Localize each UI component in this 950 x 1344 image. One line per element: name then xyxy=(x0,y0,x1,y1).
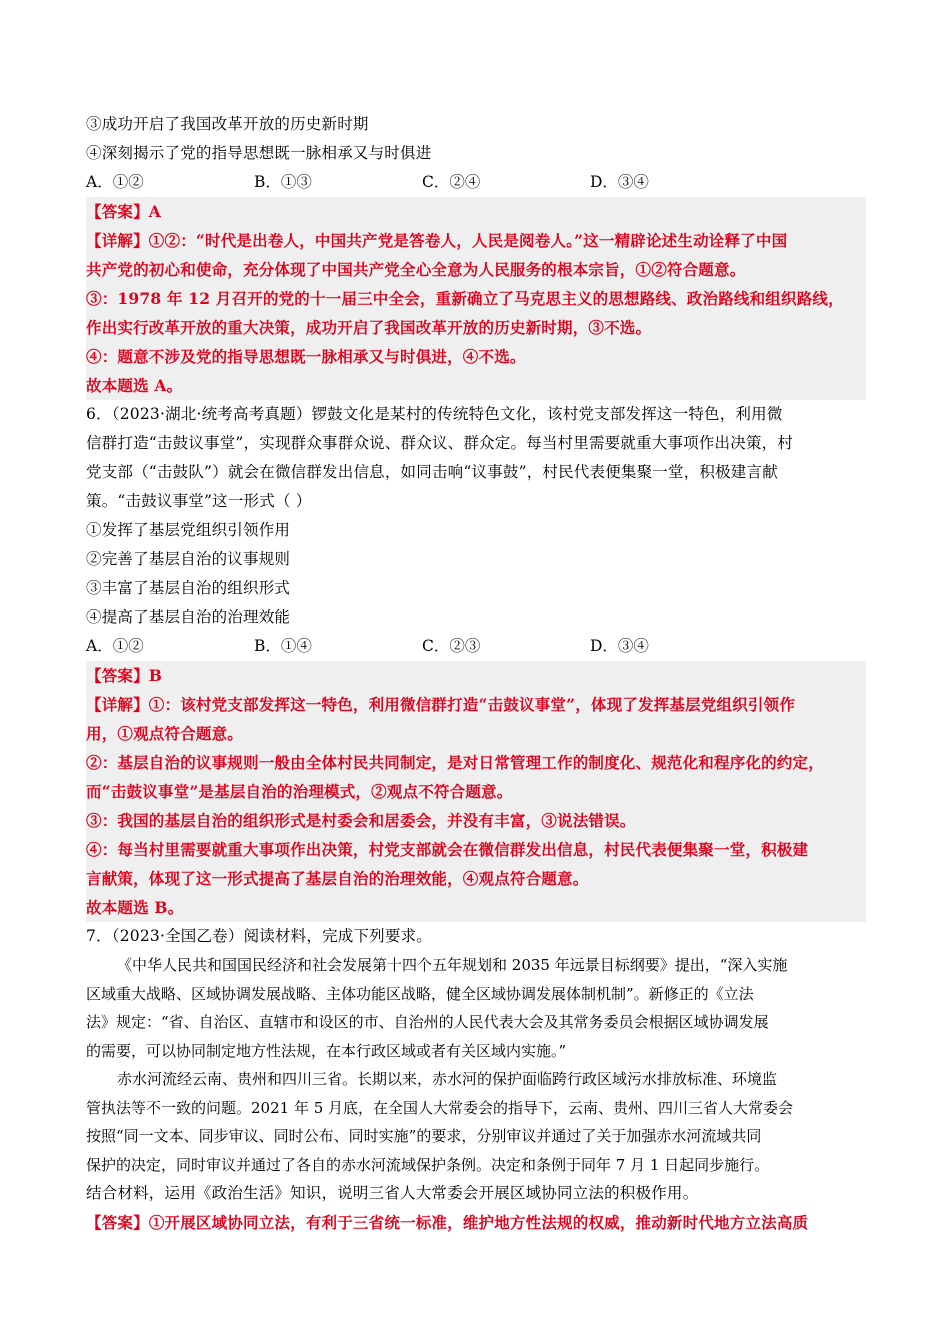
q6-choice-c: C．②③ xyxy=(422,637,481,655)
q5-choice-a: A．①② xyxy=(86,173,144,191)
q6-stem-line: 策。“击鼓议事堂”这一形式（ ） xyxy=(86,492,312,510)
q7-answer xyxy=(86,1208,866,1238)
q6-option: ④提高了基层自治的治理效能 xyxy=(86,608,291,626)
q7-material-line: 法》规定：“省、自治区、直辖市和设区的市、自治州的人民代表大会及其常务委员会根据区域协调发展 xyxy=(86,1013,769,1031)
q6-choice-a: A．①② xyxy=(86,637,144,655)
q6-stem-line: 信群打造“击鼓议事堂”，实现群众事群众说、群众议、群众定。每当村里需要就重大事项作出决策，村 xyxy=(86,434,794,452)
q6-detail-line: ③：我国的基层自治的组织形式是村委会和居委会，并没有丰富，③说法错误。 xyxy=(86,811,636,830)
q6-detail-line: ④：每当村里需要就重大事项作出决策，村党支部就会在微信群发出信息，村民代表便集聚一堂，积极建 xyxy=(86,840,809,859)
q6-answer-block xyxy=(86,661,866,922)
q5-choice-d: D．③④ xyxy=(590,173,649,191)
q6-option: ②完善了基层自治的议事规则 xyxy=(86,550,291,568)
q6-option: ③丰富了基层自治的组织形式 xyxy=(86,579,291,597)
q5-detail-line: ③：1978 年 12 月召开的党的十一届三中全会，重新确立了马克思主义的思想路线、政治路线和组织路线， xyxy=(86,289,844,308)
q6-detail-line: 【详解】①：该村党支部发挥这一特色，利用微信群打造“击鼓议事堂”，体现了发挥基层党组织引领作 xyxy=(86,695,796,714)
q6-stem-line: 6．（2023·湖北·统考高考真题）锣鼓文化是某村的传统特色文化，该村党支部发挥这一特色，利用微 xyxy=(86,405,783,423)
q7-material-line: 管执法等不一致的问题。2021 年 5 月底，在全国人大常委会的指导下，云南、贵州、四川三省人大常委会 xyxy=(86,1098,794,1117)
q6-detail-line: 而“击鼓议事堂”是基层自治的治理模式，②观点不符合题意。 xyxy=(86,782,513,801)
q7-material-line: 《中华人民共和国国民经济和社会发展第十四个五年规划和 2035 年远景目标纲要》提出，“深入实施 xyxy=(117,956,788,974)
q6-choices xyxy=(86,632,866,661)
document-content xyxy=(86,110,866,1238)
q6-stem-line: 党支部（“击鼓队”）就会在微信群发出信息，如同击响“议事鼓”，村民代表便集聚一堂，积极建言献 xyxy=(86,463,778,481)
q6-detail-line: 言献策，体现了这一形式提高了基层自治的治理效能，④观点符合题意。 xyxy=(86,869,589,888)
q5-option-3: ③成功开启了我国改革开放的历史新时期 xyxy=(86,115,369,133)
q6-detail-line: 用，①观点符合题意。 xyxy=(86,724,244,743)
q7-material-line: 按照“同一文本、同步审议、同时公布、同时实施”的要求，分别审议并通过了关于加强赤水河流域共同 xyxy=(86,1127,762,1145)
q5-detail-line: 故本题选 A。 xyxy=(86,376,183,395)
q5-choices xyxy=(86,168,866,197)
q5-answer: 【答案】A xyxy=(86,202,162,221)
q5-detail-line: ④：题意不涉及党的指导思想既一脉相承又与时俱进，④不选。 xyxy=(86,347,526,366)
q7-answer-tag: 【答案】 xyxy=(86,1213,149,1232)
q7-question: 结合材料，运用《政治生活》知识，说明三省人大常委会开展区域协同立法的积极作用。 xyxy=(86,1184,699,1202)
q6-detail-line: ②：基层自治的议事规则一般由全体村民共同制定，是对日常管理工作的制度化、规范化和程序化的约定， xyxy=(86,753,824,772)
q7-material-line: 保护的决定，同时审议并通过了各自的赤水河流域保护条例。决定和条例于同年 7 月 1 日起同步施行。 xyxy=(86,1155,770,1174)
q7-title: 7．（2023·全国乙卷）阅读材料，完成下列要求。 xyxy=(86,927,432,945)
q5-choice-b: B．①③ xyxy=(254,173,312,191)
q7-material-line: 区域重大战略、区域协调发展战略、主体功能区战略，健全区域协调发展体制机制”。新修正的《立法 xyxy=(86,984,754,1003)
q7-material-line: 赤水河流经云南、贵州和四川三省。长期以来，赤水河的保护面临跨行政区域污水排放标准、环境监 xyxy=(117,1070,778,1088)
q5-choice-c: C．②④ xyxy=(422,173,481,191)
q5-detail-line: 作出实行改革开放的重大决策，成功开启了我国改革开放的历史新时期，③不选。 xyxy=(86,318,652,337)
q7-material-line: 的需要，可以协同制定地方性法规，在本行政区域或者有关区域内实施。” xyxy=(86,1041,567,1060)
q5-option-4: ④深刻揭示了党的指导思想既一脉相承又与时俱进 xyxy=(86,144,432,162)
q6-detail-line: 故本题选 B。 xyxy=(86,898,184,917)
q5-detail-line: 共产党的初心和使命，充分体现了中国共产党全心全意为人民服务的根本宗旨，①②符合题意。 xyxy=(86,260,746,279)
q7-answer-text: ①开展区域协同立法，有利于三省统一标准，维护地方性法规的权威，推动新时代地方立法高质 xyxy=(148,1213,809,1232)
q5-detail-line: 【详解】①②：“时代是出卷人，中国共产党是答卷人，人民是阅卷人。”这一精辟论述生动诠释了中国 xyxy=(86,231,788,250)
q5-answer-block xyxy=(86,197,866,400)
q6-option: ①发挥了基层党组织引领作用 xyxy=(86,521,291,539)
q6-answer: 【答案】B xyxy=(86,666,163,685)
q6-choice-d: D．③④ xyxy=(590,637,649,655)
q6-choice-b: B．①④ xyxy=(254,637,312,655)
